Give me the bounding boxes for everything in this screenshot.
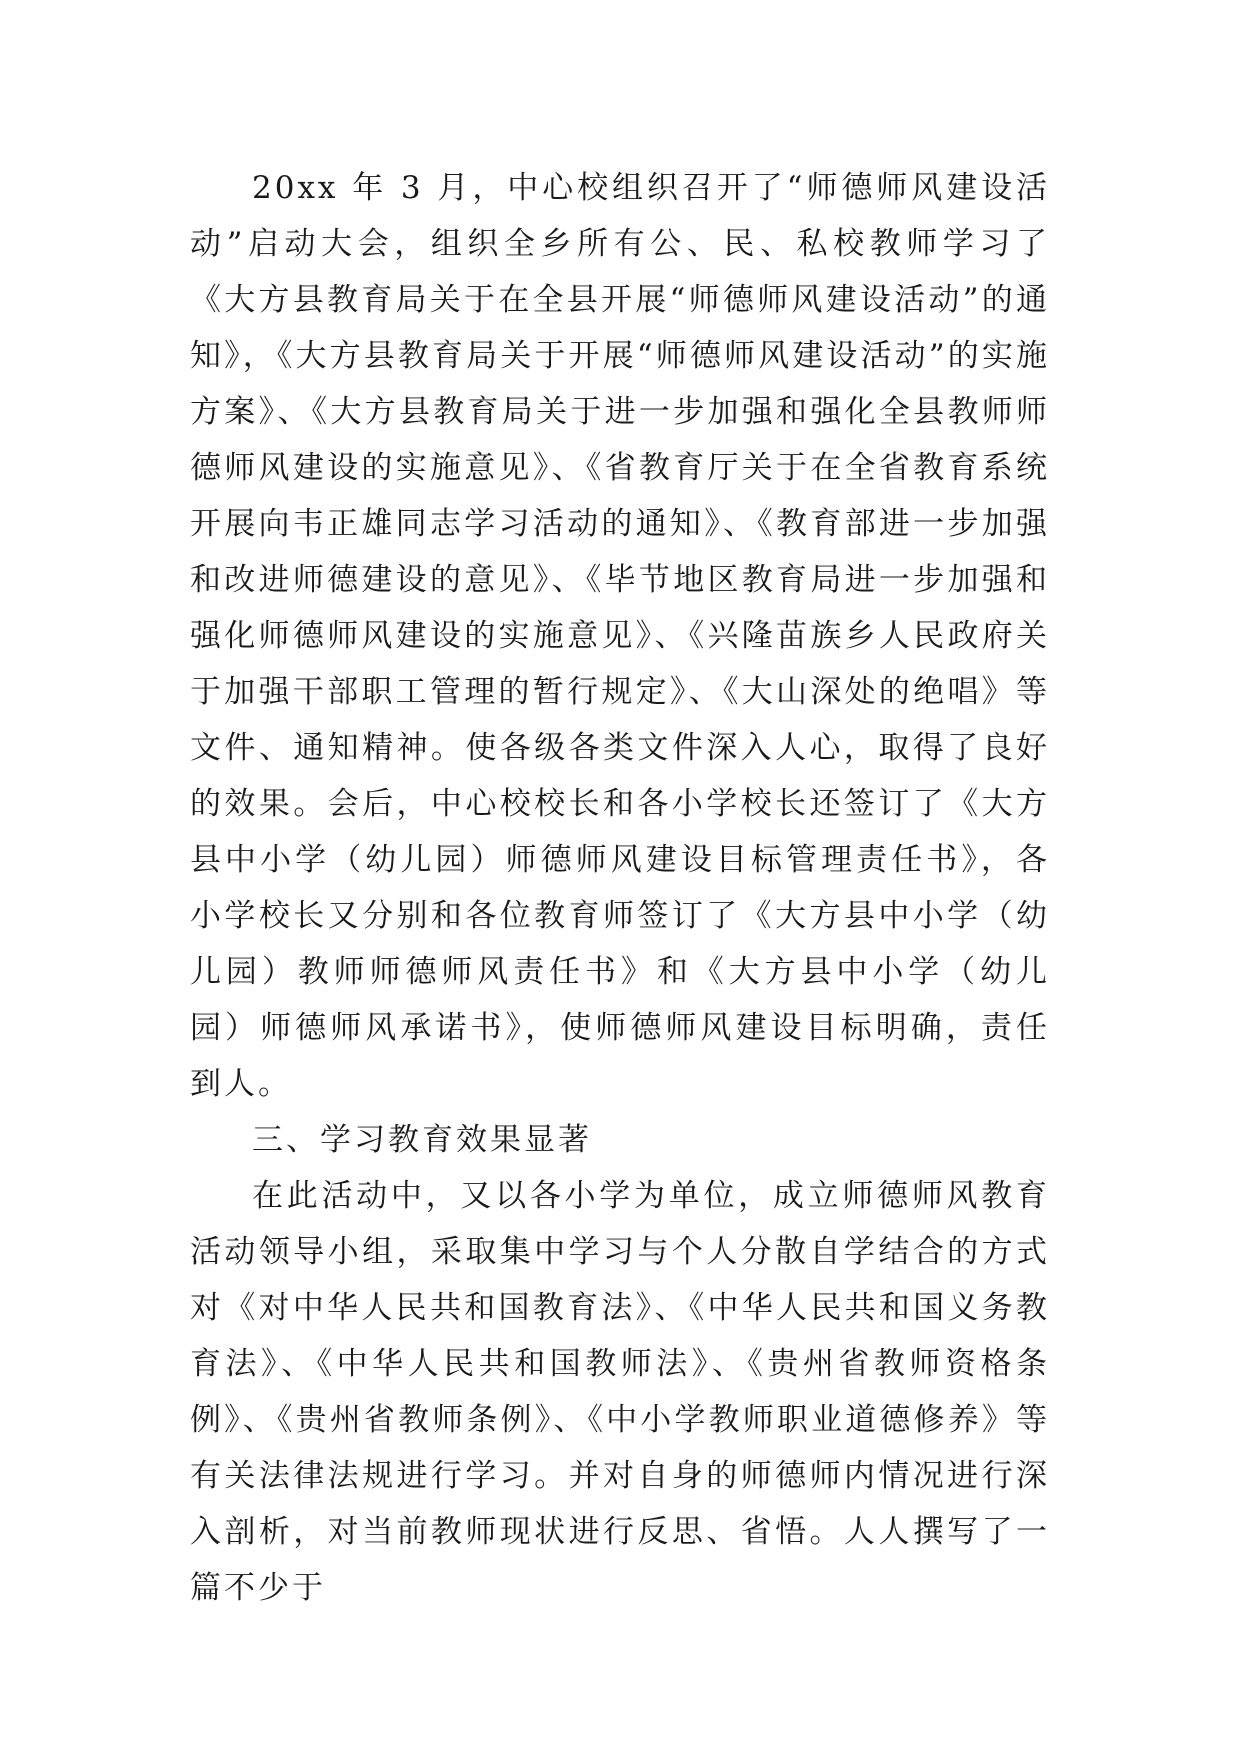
paragraph-1: 20xx 年 3 月，中心校组织召开了“师德师风建设活动”启动大会，组织全乡所有公、民、私校教师学习了《大方县教育局关于在全县开展“师德师风建设活动”的通知》，《大方县教育局关于开展“师德师风建设活动”的实施方案》、《大方县教育局关于进一步加强和强化全县教师师德师风建设的实施意见》、《省教育厅关于在全省教育系统开展向韦正雄同志学习活动的通知》、《教育部进一步加强和改进师德建设的意见》、《毕节地区教育局进一步加强和强化师德师风建设的实施意见》、《兴隆苗族乡人民政府关于加强干部职工管理的暂行规定》、《大山深处的绝唱》等文件、通知精神。使各级各类文件深入人心，取得了良好的效果。会后，中心校校长和各小学校长还签订了《大方县中小学（幼儿园）师德师风建设目标管理责任书》，各小学校长又分别和各位教育师签订了《大方县中小学（幼儿园）教师师德师风责任书》和《大方县中小学（幼儿园）师德师风承诺书》，使师德师风建设目标明确，责任到人。 bbox=[190, 170, 1050, 1102]
document-body bbox=[190, 160, 1050, 1616]
section-heading: 三、学习教育效果显著 bbox=[252, 1122, 592, 1158]
paragraph-2: 在此活动中，又以各小学为单位，成立师德师风教育活动领导小组，采取集中学习与个人分散自学结合的方式对《对中华人民共和国教育法》、《中华人民共和国义务教育法》、《中华人民共和国教师法》、《贵州省教师资格条例》、《贵州省教师条例》、《中小学教师职业道德修养》等有关法律法规进行学习。并对自身的师德师内情况进行深入剖析，对当前教师现状进行反思、省悟。人人撰写了一篇不少于 bbox=[190, 1178, 1050, 1606]
